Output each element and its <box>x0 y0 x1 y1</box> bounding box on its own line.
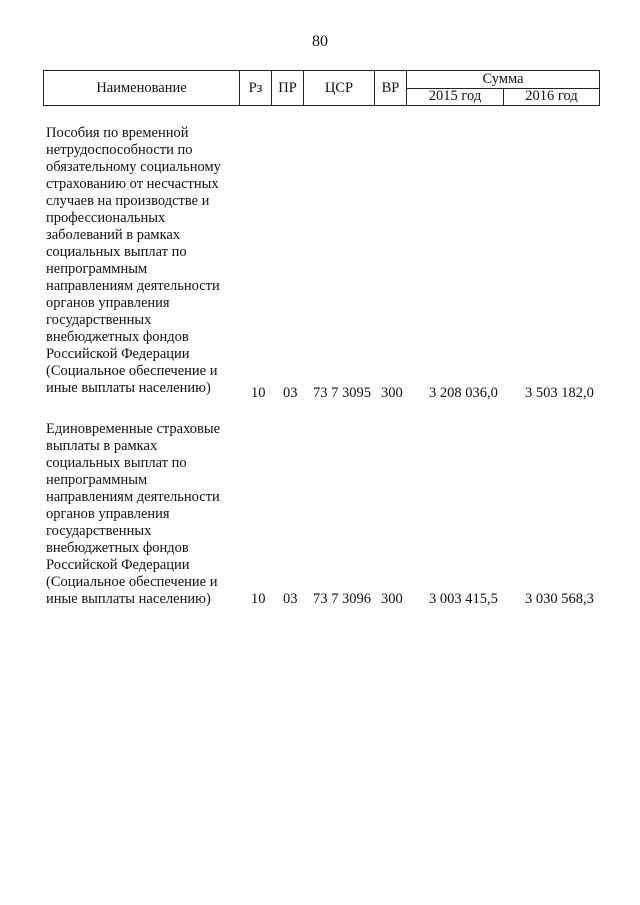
table-header <box>43 70 600 106</box>
row-sum-2015: 3 208 036,0 <box>429 385 498 401</box>
row-name: Пособия по временной нетрудоспособности по обязательному социальному страхованию от несчастных случаев на производстве и профессиональных заболеваний в рамках социальных выплат по непрограммным направлениям деятельности органов управления государственных внебюджетных фондов Российской Федерации (Социальное обеспечение и иные выплаты населению) <box>46 125 221 396</box>
header-csr: ЦСР <box>304 71 375 106</box>
header-year-2016: 2016 год <box>504 88 600 106</box>
header-vr: ВР <box>375 71 407 106</box>
row-sum-2016: 3 503 182,0 <box>525 385 594 401</box>
row-vr: 300 <box>381 591 403 607</box>
row-name: Единовременные страховые выплаты в рамках социальных выплат по непрограммным направлениям деятельности органов управления государственных внебюджетных фондов Российской Федерации (Социальное обеспечение и иные выплаты населению) <box>46 421 221 607</box>
row-rz: 10 <box>251 591 266 607</box>
header-sum: Сумма <box>407 71 600 89</box>
header-rz: Рз <box>240 71 272 106</box>
row-sum-2016: 3 030 568,3 <box>525 591 594 607</box>
row-rz: 10 <box>251 385 266 401</box>
page-number: 80 <box>312 33 328 50</box>
row-pr: 03 <box>283 591 298 607</box>
row-vr: 300 <box>381 385 403 401</box>
header-name: Наименование <box>44 71 240 106</box>
header-pr: ПР <box>272 71 304 106</box>
row-pr: 03 <box>283 385 298 401</box>
row-csr: 73 7 3096 <box>313 591 371 607</box>
header-year-2015: 2015 год <box>407 88 504 106</box>
row-sum-2015: 3 003 415,5 <box>429 591 498 607</box>
row-csr: 73 7 3095 <box>313 385 371 401</box>
